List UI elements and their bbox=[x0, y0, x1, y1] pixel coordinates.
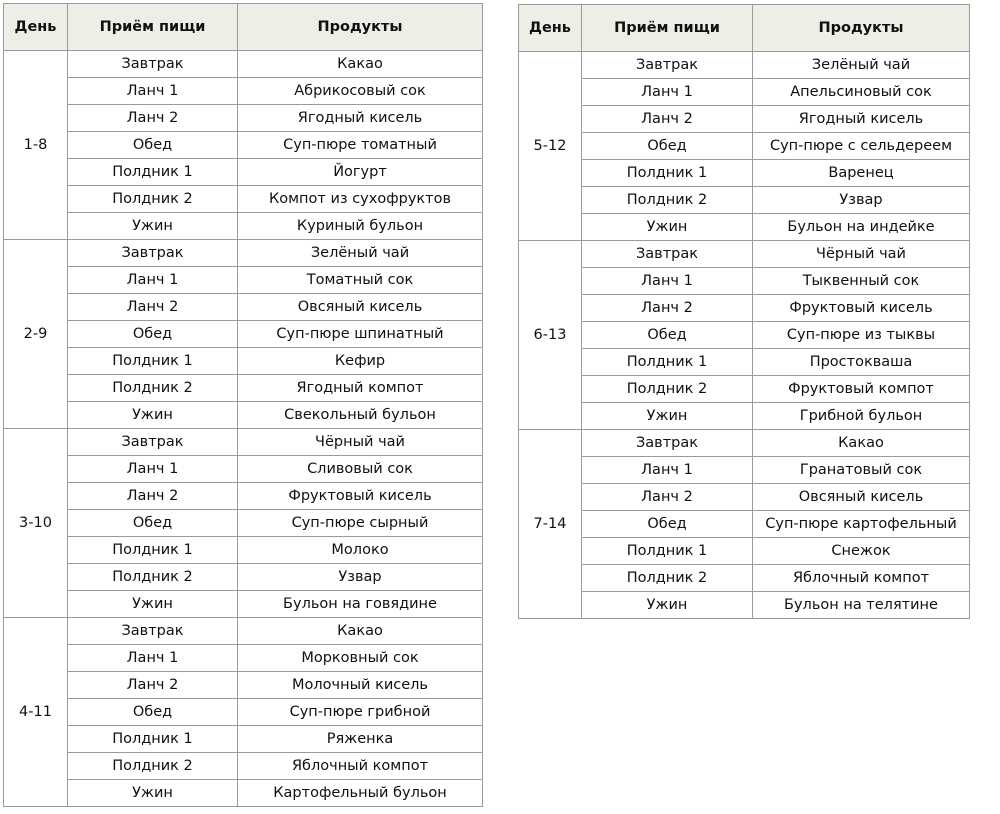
product-cell: Суп-пюре томатный bbox=[238, 132, 483, 159]
meal-cell: Полдник 1 bbox=[68, 537, 238, 564]
product-cell: Грибной бульон bbox=[753, 403, 970, 430]
table-row bbox=[4, 726, 483, 753]
product-cell: Зелёный чай bbox=[753, 52, 970, 79]
meal-cell: Ужин bbox=[68, 402, 238, 429]
product-cell: Тыквенный сок bbox=[753, 268, 970, 295]
table-row bbox=[4, 537, 483, 564]
meal-cell: Ланч 2 bbox=[582, 295, 753, 322]
meal-cell: Обед bbox=[582, 133, 753, 160]
meal-cell: Завтрак bbox=[582, 52, 753, 79]
product-cell: Томатный сок bbox=[238, 267, 483, 294]
product-cell: Яблочный компот bbox=[753, 565, 970, 592]
table-row bbox=[4, 186, 483, 213]
meal-cell: Ланч 2 bbox=[68, 672, 238, 699]
product-cell: Зелёный чай bbox=[238, 240, 483, 267]
product-cell: Простокваша bbox=[753, 349, 970, 376]
column-header-day: День bbox=[4, 4, 68, 51]
product-cell: Молоко bbox=[238, 537, 483, 564]
product-cell: Суп-пюре шпинатный bbox=[238, 321, 483, 348]
product-cell: Бульон на индейке bbox=[753, 214, 970, 241]
product-cell: Варенец bbox=[753, 160, 970, 187]
product-cell: Фруктовый кисель bbox=[753, 295, 970, 322]
header-row bbox=[4, 4, 483, 51]
table-row bbox=[4, 645, 483, 672]
product-cell: Куриный бульон bbox=[238, 213, 483, 240]
product-cell: Чёрный чай bbox=[238, 429, 483, 456]
product-cell: Суп-пюре из тыквы bbox=[753, 322, 970, 349]
product-cell: Абрикосовый сок bbox=[238, 78, 483, 105]
meal-cell: Ужин bbox=[68, 591, 238, 618]
product-cell: Какао bbox=[238, 618, 483, 645]
product-cell: Фруктовый компот bbox=[753, 376, 970, 403]
meal-cell: Ланч 1 bbox=[582, 457, 753, 484]
product-cell: Компот из сухофруктов bbox=[238, 186, 483, 213]
table-row bbox=[519, 295, 970, 322]
table-row bbox=[4, 159, 483, 186]
meal-cell: Ланч 1 bbox=[68, 456, 238, 483]
product-cell: Сливовый сок bbox=[238, 456, 483, 483]
product-cell: Узвар bbox=[753, 187, 970, 214]
table-row bbox=[519, 349, 970, 376]
meal-cell: Полдник 1 bbox=[68, 726, 238, 753]
table-row bbox=[4, 564, 483, 591]
day-range-cell: 5-12 bbox=[519, 52, 582, 241]
table-row bbox=[519, 403, 970, 430]
product-cell: Ягодный кисель bbox=[753, 106, 970, 133]
header-row bbox=[519, 5, 970, 52]
meal-cell: Обед bbox=[582, 511, 753, 538]
table-row bbox=[4, 618, 483, 645]
meal-cell: Обед bbox=[68, 321, 238, 348]
meal-cell: Полдник 2 bbox=[68, 564, 238, 591]
meal-cell: Завтрак bbox=[68, 51, 238, 78]
table-row bbox=[519, 187, 970, 214]
table-row bbox=[519, 133, 970, 160]
table-row bbox=[4, 402, 483, 429]
product-cell: Морковный сок bbox=[238, 645, 483, 672]
meal-cell: Завтрак bbox=[582, 430, 753, 457]
product-cell: Ягодный компот bbox=[238, 375, 483, 402]
table-row bbox=[4, 780, 483, 807]
table-row bbox=[519, 160, 970, 187]
meal-cell: Ужин bbox=[68, 780, 238, 807]
product-cell: Ягодный кисель bbox=[238, 105, 483, 132]
table-row bbox=[519, 592, 970, 619]
day-range-cell: 2-9 bbox=[4, 240, 68, 429]
meal-cell: Ланч 1 bbox=[68, 78, 238, 105]
table-row bbox=[4, 672, 483, 699]
table-row bbox=[519, 430, 970, 457]
product-cell: Снежок bbox=[753, 538, 970, 565]
meal-cell: Ланч 2 bbox=[68, 105, 238, 132]
table-row bbox=[4, 591, 483, 618]
product-cell: Яблочный компот bbox=[238, 753, 483, 780]
product-cell: Узвар bbox=[238, 564, 483, 591]
meal-cell: Полдник 1 bbox=[68, 159, 238, 186]
meal-cell: Ужин bbox=[582, 592, 753, 619]
day-range-cell: 6-13 bbox=[519, 241, 582, 430]
meal-cell: Ланч 1 bbox=[68, 645, 238, 672]
product-cell: Овсяный кисель bbox=[753, 484, 970, 511]
table-row bbox=[4, 51, 483, 78]
meal-cell: Ланч 2 bbox=[582, 484, 753, 511]
table-row bbox=[4, 267, 483, 294]
day-range-cell: 3-10 bbox=[4, 429, 68, 618]
product-cell: Кефир bbox=[238, 348, 483, 375]
table-row bbox=[4, 375, 483, 402]
meal-cell: Ланч 1 bbox=[68, 267, 238, 294]
meal-cell: Ланч 1 bbox=[582, 268, 753, 295]
meal-cell: Полдник 2 bbox=[68, 753, 238, 780]
meal-cell: Полдник 2 bbox=[582, 187, 753, 214]
product-cell: Фруктовый кисель bbox=[238, 483, 483, 510]
table-row bbox=[4, 78, 483, 105]
meal-cell: Полдник 2 bbox=[68, 186, 238, 213]
table-row bbox=[519, 52, 970, 79]
table-row bbox=[4, 321, 483, 348]
table-row bbox=[4, 105, 483, 132]
column-header-meal: Приём пищи bbox=[68, 4, 238, 51]
product-cell: Бульон на говядине bbox=[238, 591, 483, 618]
product-cell: Суп-пюре с сельдереем bbox=[753, 133, 970, 160]
table-row bbox=[519, 214, 970, 241]
table-row bbox=[519, 538, 970, 565]
product-cell: Свекольный бульон bbox=[238, 402, 483, 429]
table-row bbox=[519, 457, 970, 484]
product-cell: Бульон на телятине bbox=[753, 592, 970, 619]
meal-cell: Полдник 2 bbox=[582, 565, 753, 592]
menu-table-left bbox=[3, 3, 483, 807]
product-cell: Суп-пюре сырный bbox=[238, 510, 483, 537]
table-row bbox=[4, 699, 483, 726]
meal-cell: Ужин bbox=[582, 403, 753, 430]
product-cell: Суп-пюре картофельный bbox=[753, 511, 970, 538]
day-range-cell: 4-11 bbox=[4, 618, 68, 807]
product-cell: Овсяный кисель bbox=[238, 294, 483, 321]
product-cell: Йогурт bbox=[238, 159, 483, 186]
meal-cell: Ланч 2 bbox=[68, 483, 238, 510]
menu-table-right bbox=[518, 4, 970, 619]
product-cell: Какао bbox=[753, 430, 970, 457]
table-row bbox=[4, 456, 483, 483]
table-row bbox=[4, 348, 483, 375]
column-header-meal: Приём пищи bbox=[582, 5, 753, 52]
meal-cell: Обед bbox=[68, 699, 238, 726]
product-cell: Суп-пюре грибной bbox=[238, 699, 483, 726]
meal-cell: Полдник 2 bbox=[582, 376, 753, 403]
meal-cell: Завтрак bbox=[68, 618, 238, 645]
meal-cell: Полдник 1 bbox=[582, 160, 753, 187]
table-row bbox=[4, 294, 483, 321]
column-header-products: Продукты bbox=[753, 5, 970, 52]
table-row bbox=[4, 213, 483, 240]
meal-cell: Обед bbox=[582, 322, 753, 349]
day-range-cell: 1-8 bbox=[4, 51, 68, 240]
table-row bbox=[519, 268, 970, 295]
meal-cell: Ланч 2 bbox=[68, 294, 238, 321]
table-row bbox=[519, 106, 970, 133]
table-row bbox=[4, 483, 483, 510]
product-cell: Ряженка bbox=[238, 726, 483, 753]
product-cell: Какао bbox=[238, 51, 483, 78]
table-row bbox=[519, 484, 970, 511]
table-row bbox=[4, 510, 483, 537]
meal-cell: Полдник 2 bbox=[68, 375, 238, 402]
table-row bbox=[519, 565, 970, 592]
table-row bbox=[4, 240, 483, 267]
meal-cell: Полдник 1 bbox=[582, 349, 753, 376]
column-header-products: Продукты bbox=[238, 4, 483, 51]
table-row bbox=[519, 322, 970, 349]
table-row bbox=[519, 241, 970, 268]
meal-cell: Обед bbox=[68, 132, 238, 159]
meal-cell: Полдник 1 bbox=[68, 348, 238, 375]
column-header-day: День bbox=[519, 5, 582, 52]
table-row bbox=[4, 429, 483, 456]
meal-cell: Завтрак bbox=[68, 240, 238, 267]
day-range-cell: 7-14 bbox=[519, 430, 582, 619]
meal-cell: Ланч 1 bbox=[582, 79, 753, 106]
meal-cell: Завтрак bbox=[582, 241, 753, 268]
table-row bbox=[519, 376, 970, 403]
table-row bbox=[4, 132, 483, 159]
meal-cell: Ужин bbox=[582, 214, 753, 241]
product-cell: Молочный кисель bbox=[238, 672, 483, 699]
product-cell: Чёрный чай bbox=[753, 241, 970, 268]
product-cell: Гранатовый сок bbox=[753, 457, 970, 484]
meal-cell: Ужин bbox=[68, 213, 238, 240]
table-row bbox=[4, 753, 483, 780]
meal-cell: Завтрак bbox=[68, 429, 238, 456]
meal-cell: Полдник 1 bbox=[582, 538, 753, 565]
meal-cell: Ланч 2 bbox=[582, 106, 753, 133]
product-cell: Картофельный бульон bbox=[238, 780, 483, 807]
table-row bbox=[519, 79, 970, 106]
table-row bbox=[519, 511, 970, 538]
meal-cell: Обед bbox=[68, 510, 238, 537]
product-cell: Апельсиновый сок bbox=[753, 79, 970, 106]
